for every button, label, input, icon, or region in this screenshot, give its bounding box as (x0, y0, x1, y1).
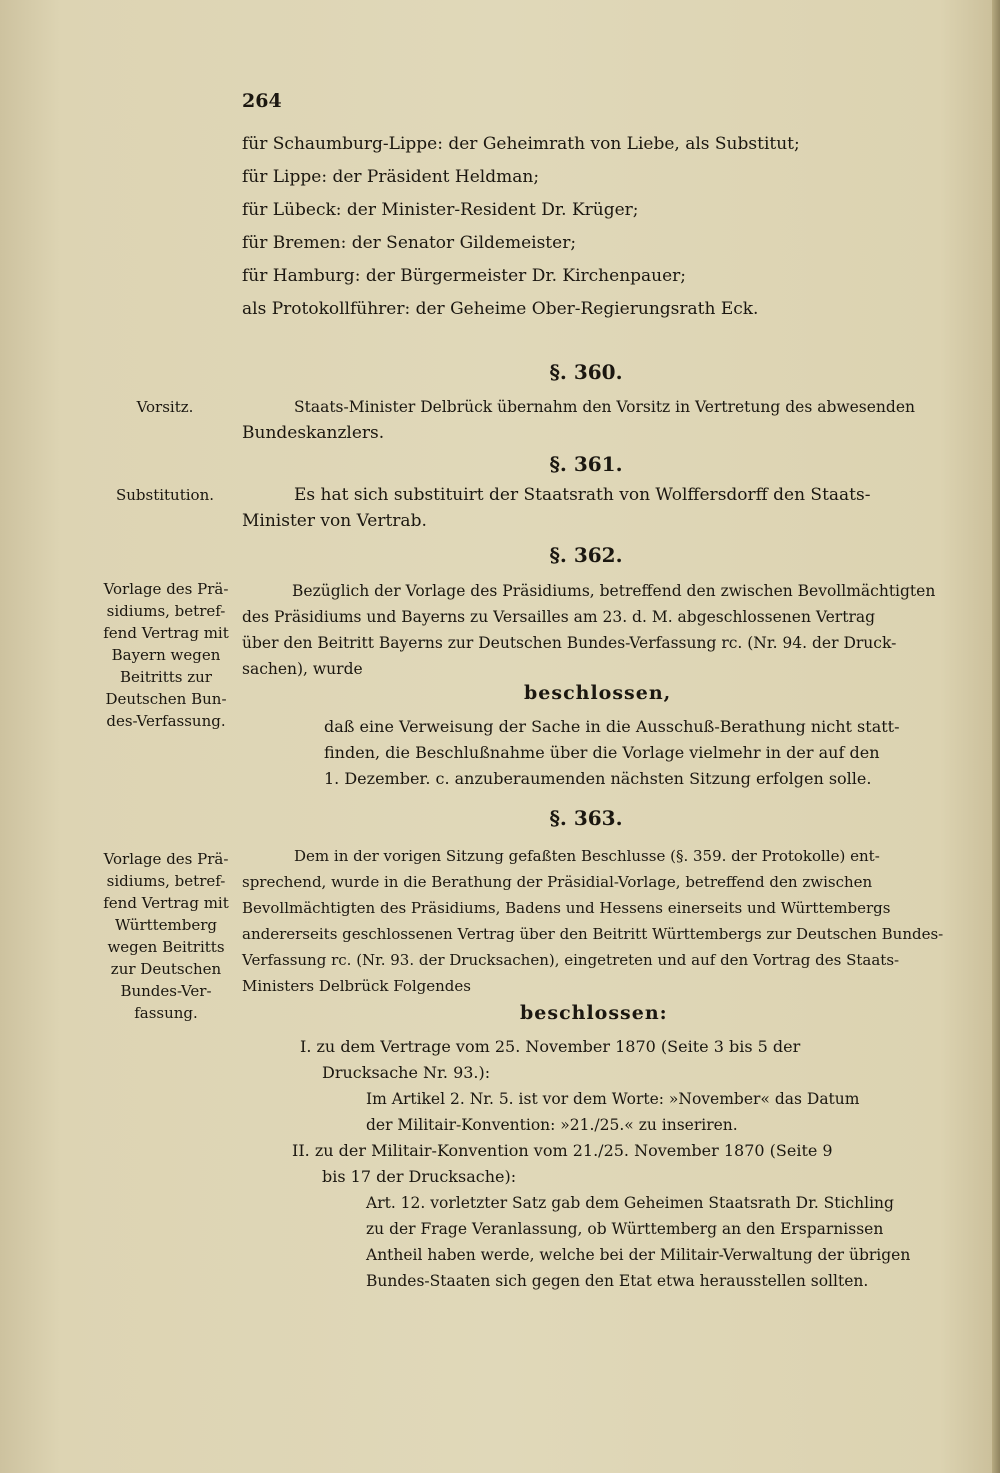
margin-note-line: Vorsitz. (136, 398, 194, 416)
section-heading-362: §. 362. (549, 543, 623, 567)
text-line: Bevollmächtigten des Präsidiums, Badens und Hessens einerseits und Württembergs (242, 899, 891, 917)
margin-note-line: Beitritts zur (120, 668, 212, 686)
section-heading-361: §. 361. (549, 452, 623, 476)
section-text-360 (242, 394, 924, 446)
margin-note-line: Vorlage des Prä- (103, 850, 229, 868)
text-line: der Militair-Konvention: »21./25.« zu inseriren. (366, 1116, 738, 1134)
text-line: I. zu dem Vertrage vom 25. November 1870 (Seite 3 bis 5 der (300, 1037, 801, 1056)
margin-note-line: fend Vertrag mit (103, 624, 229, 642)
text-line: des Präsidiums und Bayerns zu Versailles am 23. d. M. abgeschlossenen Vertrag (242, 608, 876, 626)
text-line: Bezüglich der Vorlage des Präsidiums, betreffend den zwischen Bevollmächtigten (292, 582, 936, 600)
page-edge (992, 0, 1000, 1473)
margin-note-line: wegen Beitritts (107, 938, 225, 956)
margin-note-line: zur Deutschen (110, 960, 222, 978)
section-text-362 (242, 578, 936, 682)
margin-note-line: des-Verfassung. (106, 712, 226, 730)
resolution-text-362 (324, 714, 924, 792)
section-heading-363: §. 363. (549, 806, 623, 830)
item-2-body (366, 1190, 924, 1294)
text-line: Ministers Delbrück Folgendes (242, 977, 471, 995)
margin-note-line: Substitution. (115, 486, 215, 504)
text-line: Dem in der vorigen Sitzung gefaßten Beschlusse (§. 359. der Protokolle) ent- (294, 847, 880, 865)
margin-note-361 (90, 484, 240, 506)
text-line: Bundes-Staaten sich gegen den Etat etwa herausstellen sollten. (366, 1272, 869, 1290)
section-heading-360: §. 360. (549, 360, 623, 384)
margin-note-line: Bundes-Ver- (120, 982, 212, 1000)
margin-note-line: Vorlage des Prä- (103, 580, 229, 598)
text-line: sprechend, wurde in die Berathung der Präsidial-Vorlage, betreffend den zwischen (242, 873, 873, 891)
attendee-line: für Bremen: der Senator Gildemeister; (242, 233, 577, 253)
item-2-heading (292, 1138, 924, 1190)
text-line: zu der Frage Veranlassung, ob Württemberg an den Ersparnissen (366, 1220, 884, 1238)
text-line: andererseits geschlossenen Vertrag über den Beitritt Württembergs zur Deutschen Bundes- (242, 925, 944, 943)
margin-note-360 (100, 396, 230, 418)
margin-note-line: fend Vertrag mit (103, 894, 229, 912)
attendee-line: für Lippe: der Präsident Heldman; (242, 167, 540, 187)
attendee-list (242, 128, 878, 326)
text-line: Verfassung rc. (Nr. 93. der Drucksachen), eingetreten und auf den Vortrag des Staats- (242, 951, 900, 969)
text-line: finden, die Beschlußnahme über die Vorlage vielmehr in der auf den (324, 743, 880, 762)
margin-note-363 (96, 848, 236, 1024)
margin-note-362 (96, 578, 236, 732)
text-line: über den Beitritt Bayerns zur Deutschen Bundes-Verfassung rc. (Nr. 94. der Druck- (242, 634, 897, 652)
attendee-line: als Protokollführer: der Geheime Ober-Regierungsrath Eck. (242, 299, 759, 319)
text-line: Bundeskanzlers. (242, 423, 385, 443)
item-1-heading (300, 1034, 924, 1086)
margin-note-line: Bayern wegen (111, 646, 221, 664)
section-text-363 (242, 843, 944, 999)
margin-note-line: fassung. (134, 1004, 198, 1022)
margin-note-line: sidiums, betref- (106, 872, 226, 890)
margin-note-line: sidiums, betref- (106, 602, 226, 620)
attendee-line: für Schaumburg-Lippe: der Geheimrath von Liebe, als Substitut; (242, 134, 800, 154)
text-line: Drucksache Nr. 93.): (322, 1063, 491, 1082)
item-1-body (366, 1086, 924, 1138)
text-line: Antheil haben werde, welche bei der Militair-Verwaltung der übrigen (366, 1246, 911, 1264)
text-line: 1. Dezember. c. anzuberaumenden nächsten Sitzung erfolgen solle. (324, 769, 872, 788)
page-number: 264 (242, 90, 282, 112)
text-line: sachen), wurde (242, 660, 363, 678)
text-line: Es hat sich substituirt der Staatsrath von Wolffersdorff den Staats- (294, 485, 871, 505)
resolved-label-363: beschlossen: (520, 1002, 668, 1024)
attendee-line: für Hamburg: der Bürgermeister Dr. Kirchenpauer; (242, 266, 687, 286)
section-text-361 (242, 482, 924, 534)
margin-note-line: Deutschen Bun- (105, 690, 227, 708)
attendee-line: für Lübeck: der Minister-Resident Dr. Krüger; (242, 200, 639, 220)
text-line: II. zu der Militair-Konvention vom 21./25. November 1870 (Seite 9 (292, 1141, 833, 1160)
text-line: Im Artikel 2. Nr. 5. ist vor dem Worte: »November« das Datum (366, 1090, 860, 1108)
text-line: daß eine Verweisung der Sache in die Ausschuß-Berathung nicht statt- (324, 717, 900, 736)
text-line: bis 17 der Drucksache): (322, 1167, 517, 1186)
text-line: Art. 12. vorletzter Satz gab dem Geheimen Staatsrath Dr. Stichling (366, 1194, 894, 1212)
resolved-label-362: beschlossen, (524, 682, 672, 704)
margin-note-line: Württemberg (114, 916, 218, 934)
text-line: Minister von Vertrab. (242, 511, 427, 531)
text-line: Staats-Minister Delbrück übernahm den Vorsitz in Vertretung des abwesenden (294, 398, 915, 416)
